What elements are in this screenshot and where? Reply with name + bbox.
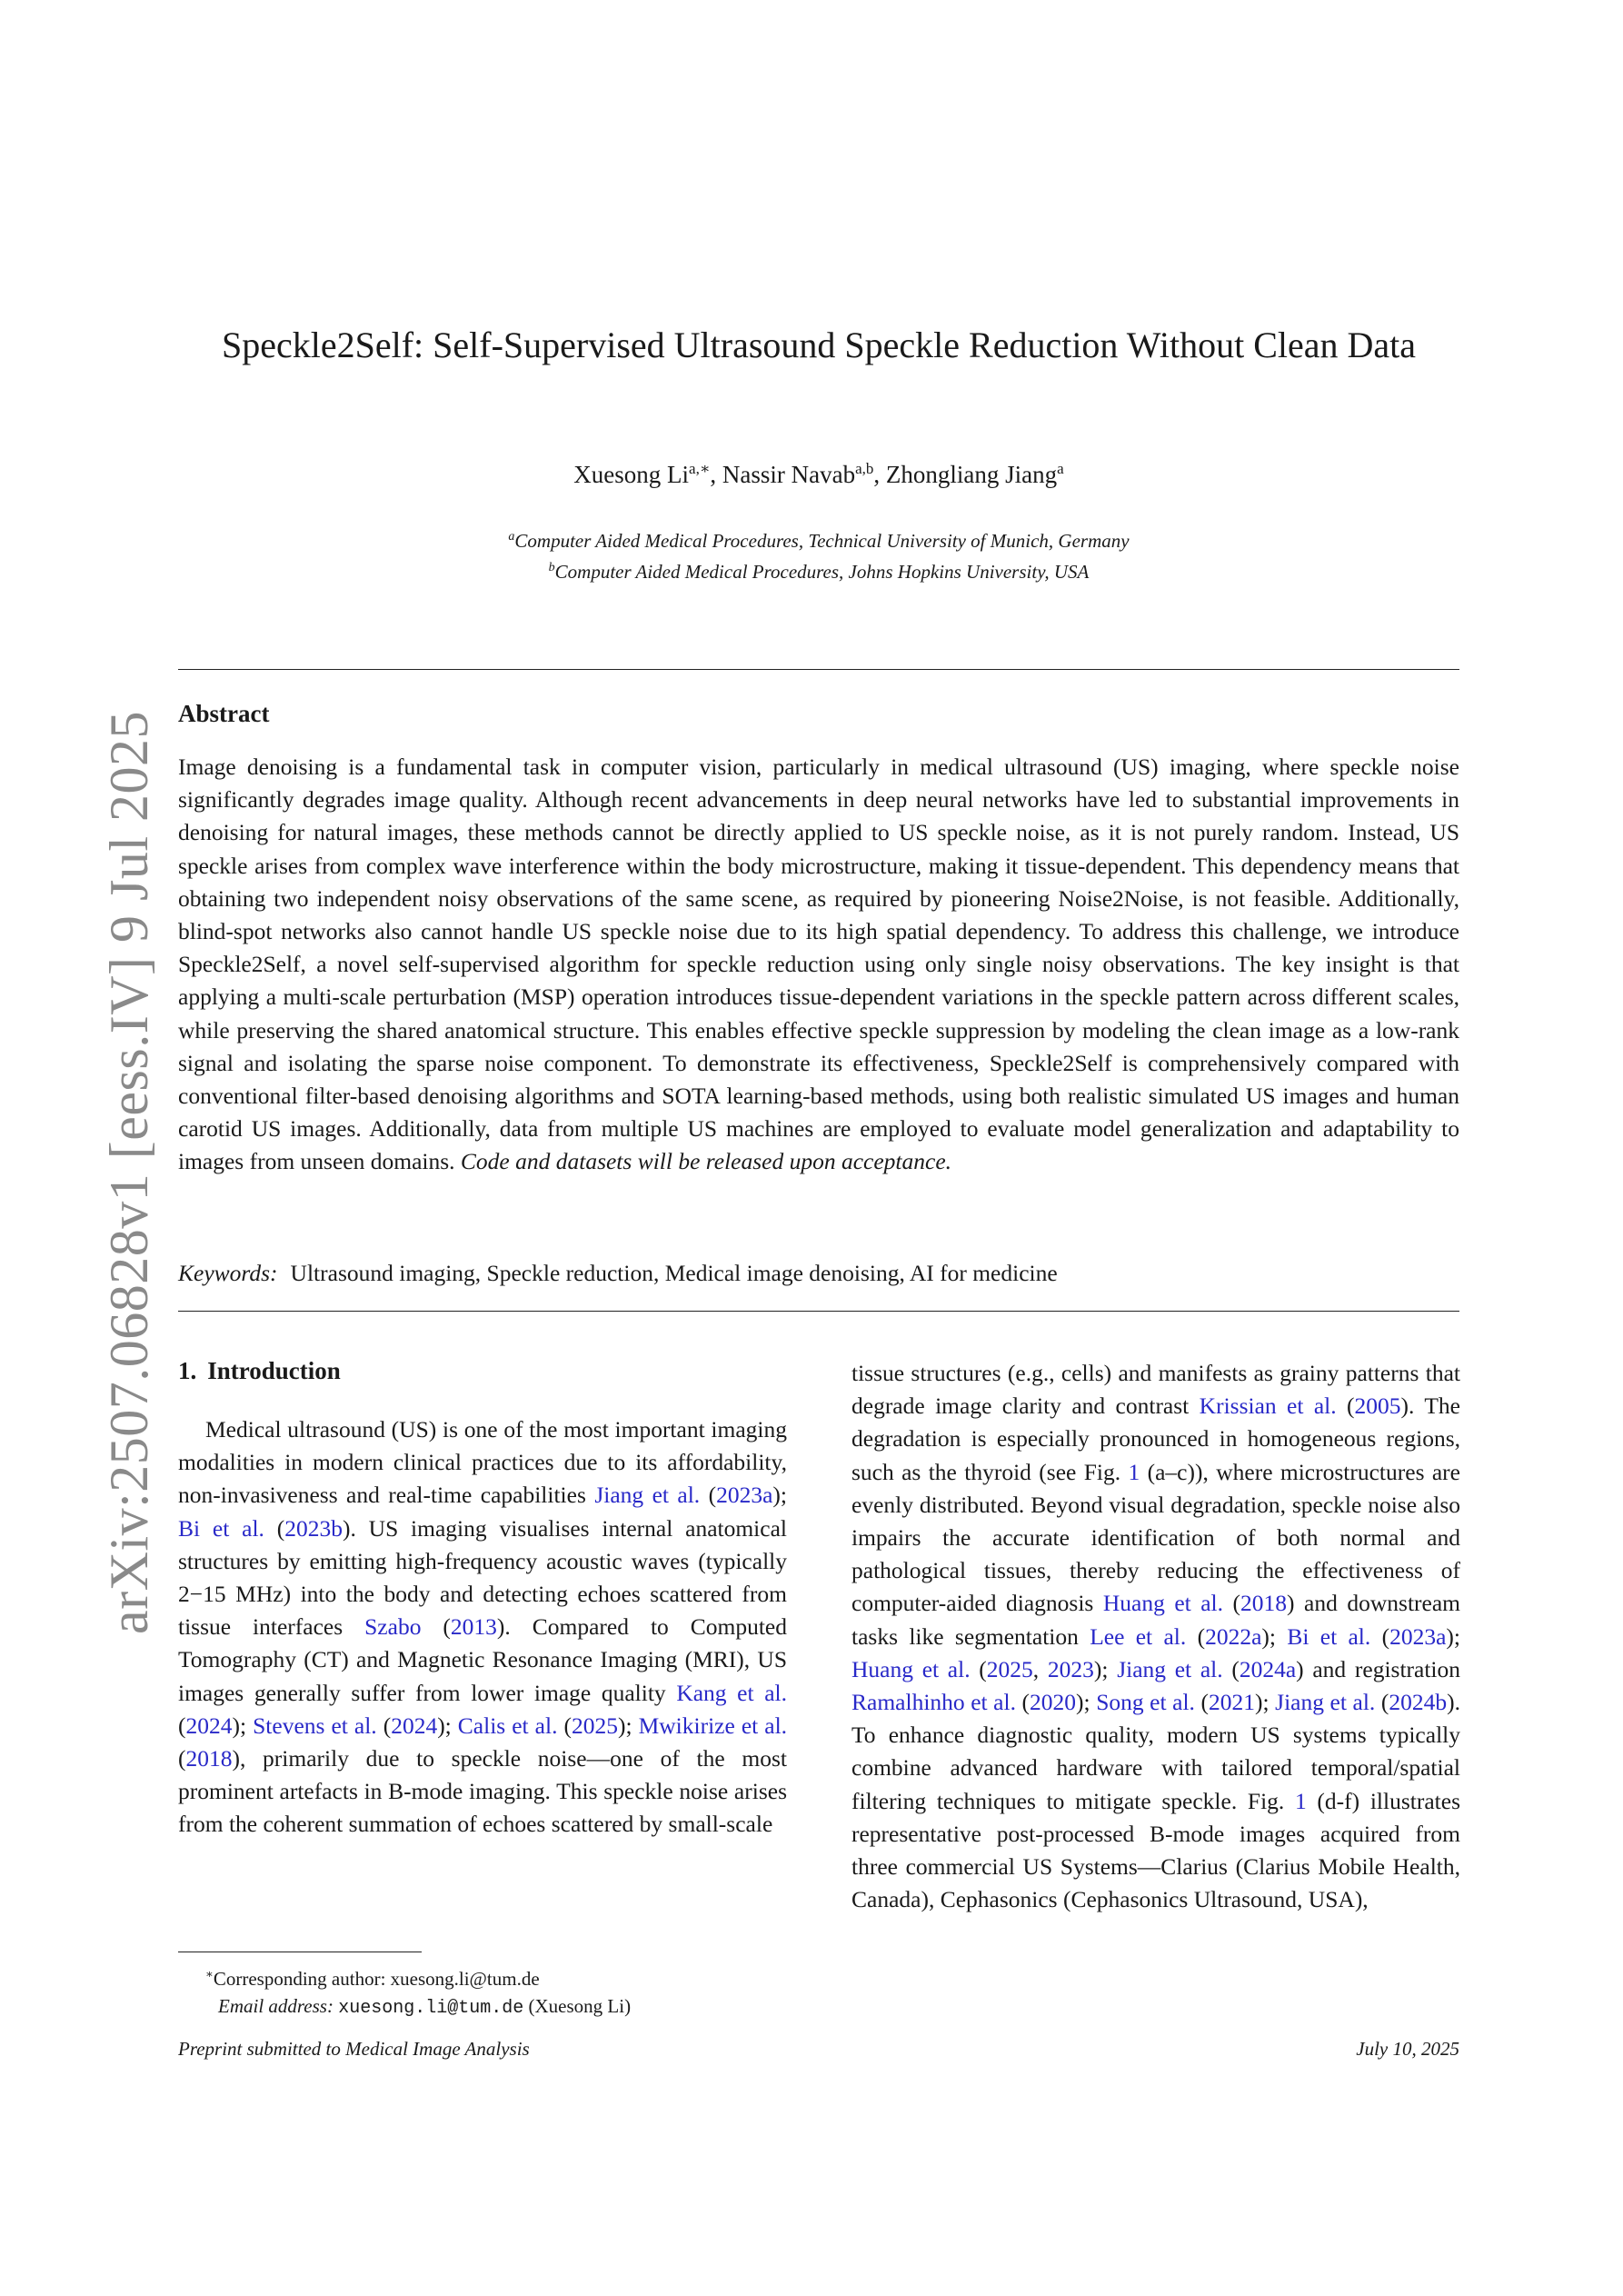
- author-affiliation-mark: a,b: [855, 460, 874, 477]
- body-text: (: [1222, 1655, 1240, 1682]
- affiliations: [178, 524, 1459, 585]
- body-text: (: [1186, 1622, 1206, 1650]
- affiliation-text: Computer Aided Medical Procedures, Technical University of Munich, Germany: [514, 530, 1130, 552]
- citation-link[interactable]: 2023: [1047, 1655, 1094, 1682]
- footnote-email-name: (Xuesong Li): [528, 1995, 632, 2017]
- citation-link[interactable]: 2018: [185, 1745, 233, 1772]
- body-text: (: [1015, 1689, 1031, 1716]
- citation-link[interactable]: 2025: [571, 1712, 618, 1739]
- citation-link[interactable]: 2023a: [716, 1482, 773, 1509]
- citation-link[interactable]: Szabo: [364, 1613, 422, 1641]
- affiliation-mark: b: [548, 561, 555, 574]
- body-text: (: [1194, 1689, 1209, 1716]
- footnote-email: [178, 1992, 787, 2022]
- abstract-heading: Abstract: [178, 700, 270, 727]
- body-text: (: [264, 1514, 285, 1542]
- citation-link[interactable]: 1: [1128, 1458, 1140, 1485]
- body-text: );: [772, 1482, 787, 1509]
- citation-link[interactable]: 2024: [185, 1712, 233, 1739]
- citation-link[interactable]: 2020: [1030, 1689, 1077, 1716]
- body-text: (d-f) illustrates representative post-processed B-mode images acquired from three commercial US Systems—Clarius (Clarius Mobile Health, Canada), Cephasonics (Cephasonics Ultrasound, USA),: [851, 1787, 1460, 1913]
- keywords: [178, 1260, 1459, 1287]
- citation-link[interactable]: Bi et al.: [1287, 1622, 1371, 1650]
- intro-column-left: [178, 1413, 787, 1842]
- affiliation-text: Computer Aided Medical Procedures, Johns Hopkins University, USA: [554, 561, 1090, 583]
- author-separator: ,: [710, 461, 722, 488]
- citation-link[interactable]: Song et al.: [1096, 1689, 1195, 1716]
- arxiv-identifier: arXiv:2507.06828v1 [eess.IV] 9 Jul 2025: [99, 710, 159, 1634]
- body-text: (: [1336, 1393, 1355, 1420]
- paper-title: Speckle2Self: Self-Supervised Ultrasound Speckle Reduction Without Clean Data: [221, 324, 1417, 365]
- section-heading-introduction: [178, 1357, 341, 1385]
- body-text: );: [232, 1712, 254, 1739]
- citation-link[interactable]: 2022a: [1205, 1622, 1262, 1650]
- body-text: ) and downstream tasks like segmentation: [851, 1590, 1460, 1650]
- author-separator: ,: [873, 461, 886, 488]
- body-text: ). US imaging visualises internal anatomical structures by emitting high-frequency acoustic waves (typically 2−15 MHz) into the body and detecting echoes scattered from tissue interfaces: [178, 1514, 787, 1641]
- author-name: Xuesong Li: [573, 461, 690, 488]
- body-text: (: [1375, 1689, 1389, 1716]
- citation-link[interactable]: 2021: [1209, 1689, 1255, 1716]
- citation-link[interactable]: Ramalhinho et al.: [851, 1689, 1016, 1716]
- citation-link[interactable]: Kang et al.: [676, 1679, 787, 1706]
- keywords-text: Ultrasound imaging, Speckle reduction, Medical image denoising, AI for medicine: [290, 1260, 1058, 1286]
- citation-link[interactable]: Calis et al.: [457, 1712, 558, 1739]
- body-text: (: [970, 1655, 987, 1682]
- citation-link[interactable]: Jiang et al.: [1275, 1689, 1376, 1716]
- intro-column-right: [851, 1357, 1460, 1916]
- body-text: (: [421, 1613, 451, 1641]
- body-text: (: [1223, 1590, 1241, 1617]
- footnote-email-address[interactable]: xuesong.li@tum.de: [338, 1998, 524, 2019]
- body-text: ). The degradation is especially pronounced in homogeneous regions, such as the thyroid (see Fig.: [851, 1393, 1460, 1485]
- citation-link[interactable]: 2025: [986, 1655, 1033, 1682]
- body-text: (: [178, 1712, 186, 1739]
- abstract-body: [178, 751, 1459, 1179]
- citation-link[interactable]: 2024: [391, 1712, 438, 1739]
- body-text: ) and registration: [1296, 1655, 1461, 1682]
- keywords-label: Keywords:: [178, 1260, 278, 1286]
- header-rule: [178, 669, 1459, 670]
- citation-link[interactable]: Jiang et al.: [1117, 1655, 1223, 1682]
- citation-link[interactable]: 2013: [450, 1613, 497, 1641]
- body-text: Medical ultrasound (US) is one of the most important imaging modalities in modern clinical practices due to its affordability, non-invasiveness and real-time capabilities: [178, 1416, 787, 1509]
- section-number: 1.: [178, 1357, 197, 1384]
- author-name: Nassir Navab: [722, 461, 856, 488]
- abstract-rule: [178, 1311, 1459, 1312]
- citation-link[interactable]: Jiang et al.: [594, 1482, 701, 1509]
- affiliation-line: [178, 554, 1459, 585]
- citation-link[interactable]: Huang et al.: [1102, 1590, 1224, 1617]
- body-text: (: [178, 1745, 186, 1772]
- footnote-corresponding-text: Corresponding author: xuesong.li@tum.de: [213, 1968, 540, 1990]
- affiliation-mark: a: [508, 530, 515, 544]
- citation-link[interactable]: Krissian et al.: [1199, 1393, 1337, 1420]
- author-affiliation-mark: a,∗: [689, 460, 711, 477]
- footnote-email-label: Email address:: [218, 1995, 334, 2017]
- body-text: (: [1370, 1622, 1390, 1650]
- body-text: ), primarily due to speckle noise—one of the most prominent artefacts in B-mode imaging. This speckle noise arises from the coherent summation of echoes scattered by small-scale: [178, 1745, 787, 1838]
- citation-link[interactable]: 2024b: [1389, 1689, 1448, 1716]
- abstract-text: Image denoising is a fundamental task in computer vision, particularly in medical ultrasound (US) imaging, where speckle noise significantly degrades image quality. Although recent advancements in deep neural networks have led to substantial improvements in denoising for natural images, these methods cannot be directly applied to US speckle noise, as it is not purely random. Instead, US speckle arises from complex wave interference within the body microstructure, making it tissue-dependent. This dependency means that obtaining two independent noisy observations of the same scene, as required by pioneering Noise2Noise, is not feasible. Additionally, blind-spot networks also cannot handle US speckle noise due to its high spatial dependency. To address this challenge, we introduce Speckle2Self, a novel self-supervised algorithm for speckle reduction using only single noisy observations. The key insight is that applying a multi-scale perturbation (MSP) operation introduces tissue-dependent variations in the speckle pattern across different scales, while preserving the shared anatomical structure. This enables effective speckle suppression by modeling the clean image as a low-rank signal and isolating the sparse noise component. To demonstrate its effectiveness, Speckle2Self is comprehensively compared with conventional filter-based denoising algorithms and SOTA learning-based methods, using both realistic simulated US images and human carotid US images. Additionally, data from multiple US machines are employed to evaluate model generalization and adaptability to images from unseen domains.: [178, 754, 1459, 1175]
- citation-link[interactable]: 1: [1294, 1787, 1307, 1814]
- body-text: );: [1076, 1689, 1097, 1716]
- body-text: );: [617, 1712, 639, 1739]
- footer-venue: Preprint submitted to Medical Image Analysis: [178, 2038, 530, 2060]
- body-text: (a–c)), where microstructures are evenly distributed. Beyond visual degradation, speckle noise also impairs the accurate identification of both normal and pathological tissues, thereby reducing the effectiveness of computer-aided diagnosis: [851, 1458, 1460, 1617]
- citation-link[interactable]: Stevens et al.: [253, 1712, 377, 1739]
- citation-link[interactable]: Lee et al.: [1090, 1622, 1187, 1650]
- author-affiliation-mark: a: [1057, 460, 1064, 477]
- citation-link[interactable]: 2023b: [284, 1514, 343, 1542]
- body-text: ). To enhance diagnostic quality, modern US systems typically combine advanced hardware with tailored temporal/spatial filtering techniques to mitigate speckle. Fig.: [851, 1689, 1460, 1814]
- affiliation-line: [178, 524, 1459, 554]
- citation-link[interactable]: Bi et al.: [178, 1514, 264, 1542]
- footnote: [178, 1961, 787, 2022]
- body-text: ). Compared to Computed Tomography (CT) and Magnetic Resonance Imaging (MRI), US images generally suffer from lower image quality: [178, 1613, 787, 1706]
- body-text: (: [557, 1712, 572, 1739]
- body-text: );: [1446, 1622, 1460, 1650]
- body-text: (: [700, 1482, 717, 1509]
- section-title: Introduction: [207, 1357, 341, 1384]
- footnote-mark: ∗: [205, 1967, 214, 1981]
- citation-link[interactable]: Huang et al.: [851, 1655, 971, 1682]
- footnote-corresponding: [178, 1961, 787, 1992]
- body-text: tissue structures (e.g., cells) and manifests as grainy patterns that degrade image clarity and contrast: [851, 1360, 1460, 1420]
- body-text: );: [437, 1712, 458, 1739]
- body-text: (: [376, 1712, 392, 1739]
- author-list: [178, 460, 1459, 489]
- body-text: ,: [1032, 1655, 1048, 1682]
- abstract-closing-note: Code and datasets will be released upon acceptance.: [460, 1148, 952, 1175]
- body-text: );: [1261, 1622, 1288, 1650]
- citation-link[interactable]: 2023a: [1389, 1622, 1447, 1650]
- citation-link[interactable]: 2024a: [1239, 1655, 1297, 1682]
- citation-link[interactable]: Mwikirize et al.: [638, 1712, 788, 1739]
- body-text: );: [1093, 1655, 1118, 1682]
- footer-date: July 10, 2025: [1356, 2038, 1459, 2060]
- citation-link[interactable]: 2018: [1240, 1590, 1288, 1617]
- author-name: Zhongliang Jiang: [885, 461, 1058, 488]
- body-text: );: [1255, 1689, 1276, 1716]
- citation-link[interactable]: 2005: [1354, 1393, 1401, 1420]
